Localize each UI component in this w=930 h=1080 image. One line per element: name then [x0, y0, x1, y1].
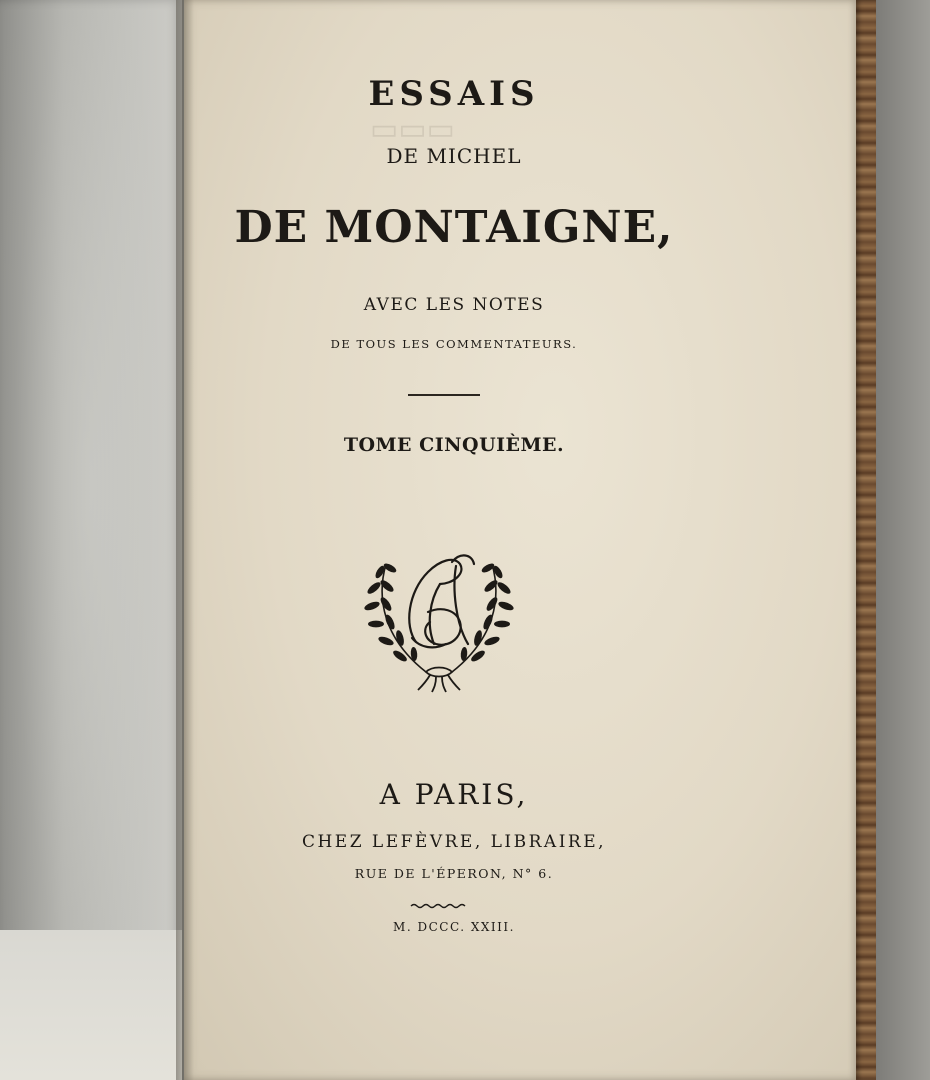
author-line-1: DE MICHEL: [386, 144, 522, 168]
city-line: A PARIS,: [379, 778, 529, 811]
flyleaf-lower-edge: [0, 930, 182, 1080]
subtitle-line-2: DE TOUS LES COMMENTATEURS.: [330, 337, 578, 351]
publication-date: M. DCCC. XXIII.: [393, 920, 515, 934]
monogram-laurel-wreath-icon: [356, 544, 522, 694]
show-through-decor: ▭▭▭: [370, 112, 456, 147]
address-line: RUE DE L'ÉPERON, N° 6.: [354, 866, 554, 881]
book-title: ESSAIS: [368, 74, 540, 114]
fore-edge-binding: [856, 0, 876, 1080]
backdrop: [876, 0, 930, 1080]
flyleaf-page: [0, 0, 182, 1080]
volume-label: TOME CINQUIÈME.: [343, 434, 565, 456]
divider-rule: [408, 394, 480, 396]
publisher-line: CHEZ LEFÈVRE, LIBRAIRE,: [301, 832, 607, 852]
subtitle-line-1: AVEC LES NOTES: [363, 295, 545, 315]
author-line-2: DE MONTAIGNE,: [234, 202, 674, 253]
wavy-ornament-icon: [409, 902, 469, 910]
